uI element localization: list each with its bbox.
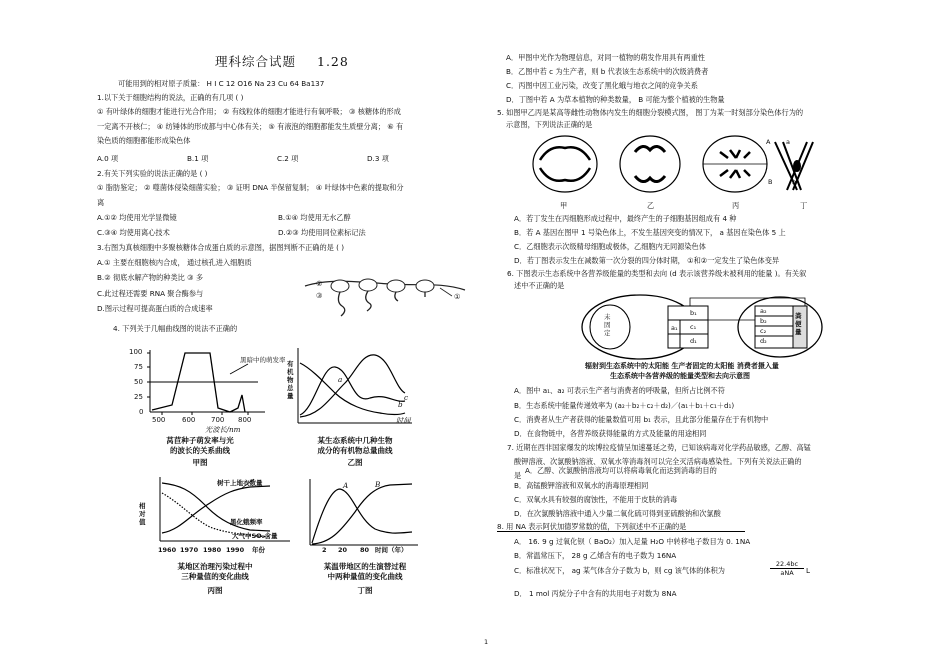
- ding-caption-1: 某温带地区的生演替过程: [323, 562, 407, 571]
- energy-a2: a₂: [760, 307, 767, 315]
- page-number: 1: [484, 638, 489, 646]
- bing-xlabel: 年份: [252, 546, 265, 554]
- bing-xtick-1980: 1980: [203, 546, 222, 554]
- q4-option-d: D．丁图中若 A 为草本植物的种类数量， B 可能为整个植被的生物量: [506, 95, 725, 104]
- q5-ding-a: a: [786, 138, 790, 146]
- energy-caption-1: 辐射到生态系统中的太阳能 生产者固定的太阳能 消费者摄入量: [585, 362, 779, 370]
- q2-option-a: A.①② 均使用光学显微镜: [97, 213, 177, 222]
- q7-stem-3: 是: [514, 471, 522, 480]
- q8-option-a: A． 16. 9 g 过氧化钡（ BaO₂）加入足量 H₂O 中转移电子数目为 0. 1NA: [514, 537, 751, 546]
- energy-sun-2: 固: [604, 321, 611, 329]
- ding-caption-2: 中两种量值的变化曲线: [327, 572, 403, 581]
- q5-cell-ding: 丁: [800, 201, 808, 210]
- q4-option-b: B．乙图中若 c 为生产者，则 b 代表该生态系统中的次级消费者: [506, 67, 709, 76]
- q5-cell-bing: 丙: [732, 201, 740, 210]
- q4-stem: 4. 下列关于几幅曲线图的说法不正确的: [113, 324, 238, 333]
- ding-name: 丁图: [357, 586, 373, 595]
- energy-caption-2: 生态系统中各营养级的能量类型和去向示意图: [610, 372, 750, 380]
- polyribosome-figure: [300, 268, 470, 318]
- q5-option-a: A．若丁发生在丙细胞形成过程中，最终产生的子细胞基因组成有 4 种: [514, 214, 737, 223]
- q2-line1: ① 脂肪鉴定； ② 噬菌体侵染细菌实验； ③ 证明 DNA 半保留复制； ④ 叶绿体中色素的提取和分: [97, 183, 404, 192]
- q5-stem-2: 示意图，下列说法正确的是: [506, 120, 593, 129]
- jia-xtick-500: 500: [152, 416, 166, 424]
- energy-d1: d₁: [690, 337, 697, 345]
- q3-label-2: ②: [316, 279, 323, 288]
- q2-line2: 离: [97, 198, 105, 207]
- jia-ytick-0: 0: [139, 408, 144, 416]
- q2-option-d: D.②③ 均使用同位素标记法: [278, 228, 366, 237]
- yi-series-b: b: [398, 400, 403, 409]
- q7-stem-1: 7. 近期在西非国家爆发的埃博拉疫情呈加速蔓延之势，已知该病毒对化学药品敏感，乙醇、高锰: [507, 443, 811, 452]
- q2-stem: 2.有关下列实验的说法正确的是 ( ): [97, 169, 208, 178]
- q8-stem: 8. 用 NA 表示阿伏加德罗常数的值，下列叙述中不正确的是: [497, 522, 745, 532]
- q5-ding-b: b: [792, 178, 797, 186]
- q5-cell-jia: 甲: [560, 201, 568, 210]
- q8-fraction-unit: L: [806, 566, 811, 575]
- q1-option-a: A.0 项: [97, 154, 119, 163]
- q8-option-c: C．标准状况下， ag 某气体含分子数为 b，则 cg 该气体的体积为: [514, 566, 725, 575]
- q5-ding-B: B: [768, 178, 773, 186]
- yi-name: 乙图: [347, 458, 363, 467]
- q8-option-d: D． 1 mol 丙烷分子中含有的共用电子对数为 8NA: [514, 589, 677, 598]
- jia-name: 甲图: [192, 458, 208, 467]
- q3-option-c: C.此过程还需要 RNA 聚合酶参与: [97, 289, 204, 298]
- energy-b2: b₂: [760, 317, 767, 325]
- q7-stem-2: 酸钾溶液、次氯酸钠溶液、双氧水等消毒剂可以完全灭活病毒感染性。下列有关说法正确的: [514, 457, 802, 466]
- energy-feces: 粪便量: [795, 312, 802, 336]
- energy-c2: c₂: [760, 327, 767, 335]
- jia-ytick-100: 100: [129, 348, 143, 356]
- q6-option-a: A．图中 a₁、a₂ 可表示生产者与消费者的呼吸量，但所占比例不符: [514, 386, 725, 395]
- bing-name: 丙图: [207, 586, 223, 595]
- jia-xlabel: 光波长/nm: [205, 425, 241, 434]
- q7-option-a: A．乙醇、次氯酸钠溶液均可以将病毒氧化而达到消毒的目的: [525, 466, 717, 475]
- q6-option-b: B．生态系统中能量传递效率为 (a₂＋b₂＋c₂＋d₂)／(a₁＋b₁＋c₁＋d₁): [514, 401, 735, 410]
- ding-series-b: B: [375, 480, 381, 489]
- q5-option-d: D．若丁图表示发生在减数第一次分裂的四分体时期， ①和②一定发生了染色体变异: [514, 256, 780, 265]
- bing-ylabel: 相对值: [139, 502, 146, 526]
- jia-legend: 黑暗中的萌发率: [240, 356, 286, 364]
- q3-label-1: ①: [454, 292, 461, 301]
- q7-option-d: D．在次氯酸钠溶液中通入少量二氧化硫可得到亚硫酸钠和次氯酸: [514, 509, 721, 518]
- jia-xtick-600: 600: [182, 416, 196, 424]
- q5-option-c: C．乙细胞表示次级精母细胞或极体，乙细胞内无同源染色体: [514, 242, 706, 251]
- q3-option-b: B.② 彻底水解产物的种类比 ③ 多: [97, 273, 204, 282]
- q1-line2: 一定离不开核仁； ④ 纺锤体的形成都与中心体有关； ⑤ 有液泡的细胞都能发生质壁分离； ⑥ 有: [97, 122, 404, 131]
- ding-xlabel: 时间（年）: [375, 546, 408, 554]
- q1-line3: 染色质的细胞都能形成染色体: [97, 136, 191, 145]
- bing-xtick-1970: 1970: [180, 546, 199, 554]
- q1-line1: ① 有叶绿体的细胞才能进行光合作用； ② 有线粒体的细胞才能进行有氧呼吸； ③ 核糖体的形成: [97, 107, 401, 116]
- q8-fraction-den: aNA: [780, 569, 794, 577]
- jia-ytick-50: 50: [134, 378, 143, 386]
- q1-option-c: C.2 项: [277, 154, 299, 163]
- q6-option-c: C．消费者从生产者获得的能量数值可用 b₁ 表示，且此部分能量存在于有机物中: [514, 415, 769, 424]
- q4-option-c: C．丙图中因工业污染，改变了黑化蛾与地衣之间的竞争关系: [506, 81, 698, 90]
- ding-chart: [300, 477, 430, 552]
- page-title: [215, 52, 349, 70]
- yi-caption-2: 成分的有机物总量曲线: [317, 446, 393, 455]
- q7-option-b: B．高锰酸钾溶液和双氧水的消毒原理相同: [514, 481, 649, 490]
- bing-label-so2: 大气中SO₂含量: [232, 532, 278, 540]
- q3-option-d: D.图示过程可提高蛋白质的合成速率: [97, 304, 213, 313]
- bing-caption-2: 三种量值的变化曲线: [181, 572, 249, 581]
- jia-xtick-700: 700: [211, 416, 225, 424]
- q7-option-c: C．双氧水具有较强的腐蚀性，不能用于皮肤的消毒: [514, 495, 678, 504]
- bing-caption-1: 某地区治理污染过程中: [177, 562, 253, 571]
- q1-option-b: B.1 项: [187, 154, 209, 163]
- yi-xlabel: 时间: [396, 416, 411, 425]
- q5-option-b: B．若 A 基因在图甲 1 号染色体上，不发生基因突变的情况下， a 基因在染色体 5 上: [514, 228, 786, 237]
- ding-series-a: A: [343, 481, 349, 490]
- q8-fraction-num: 22.4bc: [770, 560, 804, 569]
- jia-caption-2: 的波长的关系曲线: [170, 446, 230, 455]
- bing-xtick-1990: 1990: [226, 546, 245, 554]
- q8-fraction: [770, 560, 804, 577]
- jia-chart: [130, 340, 270, 425]
- title-text: 理科综合试题: [215, 54, 297, 69]
- q1-option-d: D.3 项: [367, 154, 389, 163]
- q6-stem-1: 6. 下图表示生态系统中各营养级能量的类型和去向 (d 表示该营养级未被利用的能量 )。有关叙: [507, 269, 807, 278]
- q6-stem-2: 述中不正确的是: [514, 281, 565, 290]
- jia-ytick-75: 75: [134, 363, 143, 371]
- energy-flow-figure: [580, 292, 825, 360]
- q3-stem: 3.右图为真核细胞中多聚核糖体合成蛋白质的示意图，据图判断不正确的是 ( ): [97, 243, 345, 252]
- jia-xtick-800: 800: [238, 416, 252, 424]
- bing-xtick-1960: 1960: [158, 546, 177, 554]
- energy-d2: d₂: [760, 337, 767, 345]
- energy-sun-1: 未: [604, 313, 611, 321]
- ding-xtick-2: 2: [322, 546, 327, 554]
- ding-xtick-80: 80: [360, 546, 370, 554]
- yi-series-a: a: [338, 375, 343, 384]
- yi-ylabel: 有机物总量: [287, 360, 294, 400]
- q3-option-a: A.① 主要在细胞核内合成， 通过核孔进入细胞质: [97, 258, 252, 267]
- title-date: 1.28: [317, 54, 349, 69]
- ding-xtick-20: 20: [338, 546, 348, 554]
- q3-label-3: ③: [316, 291, 323, 300]
- energy-b1: b₁: [690, 309, 697, 317]
- bing-label-moth: 黑化蛾频率: [230, 518, 263, 526]
- q5-cell-yi: 乙: [647, 201, 655, 210]
- q1-stem: 1.以下关于细胞结构的说法，正确的有几项 ( ): [97, 93, 244, 102]
- energy-c1: c₁: [690, 323, 697, 331]
- atomic-masses: 可能用到的相对原子质量： H I C 12 O16 Na 23 Cu 64 Ba137: [118, 79, 325, 88]
- q8-option-b: B．常温常压下， 28 g 乙烯含有的电子数为 16NA: [514, 551, 677, 560]
- bing-label-lichen: 树干上地衣数量: [217, 479, 263, 487]
- energy-sun-3: 定: [604, 329, 611, 337]
- q5-ding-A: A: [766, 138, 771, 146]
- q2-option-b: B.①④ 均使用无水乙醇: [278, 213, 351, 222]
- energy-a1: a₁: [671, 324, 678, 332]
- yi-series-c: c: [404, 393, 409, 402]
- jia-caption-1: 莴苣种子萌发率与光: [166, 436, 234, 445]
- q2-option-c: C.③④ 均使用离心技术: [97, 228, 170, 237]
- jia-ytick-25: 25: [134, 393, 143, 401]
- q4-option-a: A．甲图中光作为物理信息，对同一植物的萌发作用具有两重性: [506, 53, 705, 62]
- yi-caption-1: 某生态系统中几种生物: [317, 436, 393, 445]
- q6-option-d: D．在食物链中，各营养级获得能量的方式及能量的用途相同: [514, 429, 707, 438]
- q5-stem-1: 5. 如图甲乙丙是某高等雌性动物体内发生的细胞分裂模式图， 图丁为某一时刻部分染色体行为的: [497, 108, 804, 117]
